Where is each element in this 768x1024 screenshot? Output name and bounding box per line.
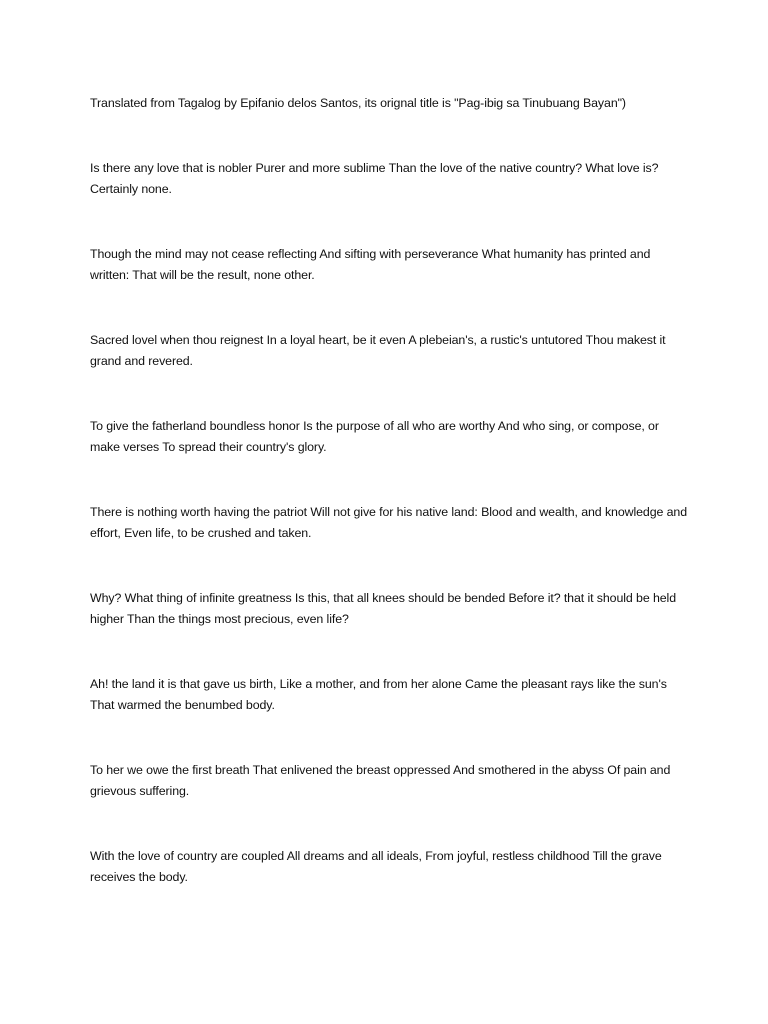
stanza-3: Sacred lovel when thou reignest In a loyal heart, be it even A plebeian's, a rustic's untutored Thou makest it grand and revered. bbox=[90, 333, 666, 368]
stanza-9: With the love of country are coupled All dreams and all ideals, From joyful, restless childhood Till the grave receives the body. bbox=[90, 849, 662, 884]
translation-note: Translated from Tagalog by Epifanio delos Santos, its orignal title is "Pag-ibig sa Tinubuang Bayan") bbox=[90, 96, 626, 110]
stanza-1: Is there any love that is nobler Purer and more sublime Than the love of the native country? What love is? Certainly none. bbox=[90, 161, 659, 196]
stanza-7: Ah! the land it is that gave us birth, Like a mother, and from her alone Came the pleasant rays like the sun's That warmed the benumbed body. bbox=[90, 677, 667, 712]
stanza-5: There is nothing worth having the patriot Will not give for his native land: Blood and wealth, and knowledge and effort, Even life, to be crushed and taken. bbox=[90, 505, 688, 540]
stanza-8: To her we owe the first breath That enlivened the breast oppressed And smothered in the abyss Of pain and grievous suffering. bbox=[90, 763, 671, 798]
stanza-4: To give the fatherland boundless honor Is the purpose of all who are worthy And who sing, or compose, or make verses To spread their country's glory. bbox=[90, 419, 659, 454]
stanza-6: Why? What thing of infinite greatness Is this, that all knees should be bended Before it? that it should be held higher Than the things most precious, even life? bbox=[90, 591, 676, 626]
stanza-2: Though the mind may not cease reflecting And sifting with perseverance What humanity has printed and written: That will be the result, none other. bbox=[90, 247, 651, 282]
